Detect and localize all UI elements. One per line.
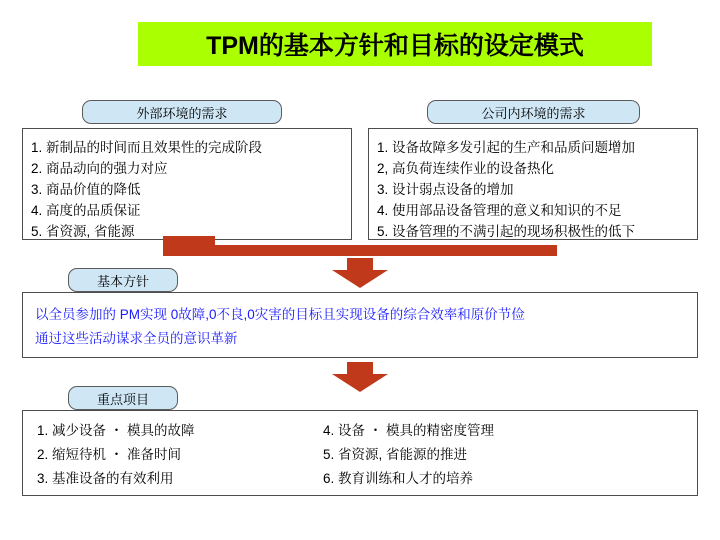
list-item: 5. 设备管理的不满引起的现场积极性的低下 — [377, 224, 636, 239]
external-needs-label-text: 外部环境的需求 — [136, 105, 228, 121]
list-item: 3. 基准设备的有效利用 — [37, 471, 174, 486]
basic-policy-label-text: 基本方针 — [96, 273, 149, 289]
list-item: 2, 高负荷连续作业的设备热化 — [377, 161, 555, 176]
list-item: 3. 设计弱点设备的增加 — [377, 182, 514, 197]
list-item: 2. 商品动向的强力对应 — [31, 161, 168, 176]
list-item: 2. 缩短待机 ・ 准备时间 — [37, 447, 182, 462]
list-item: 4. 设备 ・ 模具的精密度管理 — [323, 423, 495, 438]
key-items-label — [68, 386, 178, 410]
policy-line: 通过这些活动谋求全员的意识革新 — [35, 331, 238, 346]
arrow-shaft — [347, 362, 373, 374]
list-item: 4. 使用部品设备管理的意义和知识的不足 — [377, 203, 622, 218]
page-title: TPM的基本方针和目标的设定模式 — [206, 32, 584, 60]
policy-line: 以全员参加的 PM实现 0故障,0不良,0灾害的目标且实现设备的综合效率和原价节俭 — [35, 307, 525, 322]
internal-needs-label-text: 公司内环境的需求 — [481, 105, 586, 121]
arrow-shaft — [347, 258, 373, 270]
internal-needs-label — [427, 100, 640, 124]
arrow-head — [332, 270, 388, 288]
basic-policy-box — [22, 292, 698, 358]
external-needs-list — [31, 137, 351, 242]
list-item: 5. 省资源, 省能源的推进 — [323, 447, 468, 462]
list-item: 4. 高度的品质保证 — [31, 203, 141, 218]
down-arrow-icon — [332, 258, 388, 288]
internal-needs-list — [377, 137, 697, 242]
slide-title-band — [138, 22, 652, 66]
connector-bar — [163, 245, 557, 256]
arrow-head — [332, 374, 388, 392]
key-items-grid — [23, 419, 697, 491]
list-item: 1. 设备故障多发引起的生产和品质问题增加 — [377, 140, 636, 155]
list-item: 1. 新制品的时间而且效果性的完成阶段 — [31, 140, 263, 155]
list-item: 5. 省资源, 省能源 — [31, 224, 135, 239]
down-arrow-icon — [332, 362, 388, 392]
internal-needs-box — [368, 128, 698, 240]
list-item: 3. 商品价值的降低 — [31, 182, 141, 197]
list-item: 1. 减少设备 ・ 模具的故障 — [37, 423, 195, 438]
list-item: 6. 教育训练和人才的培养 — [323, 471, 474, 486]
basic-policy-label — [68, 268, 178, 292]
key-items-label-text: 重点项目 — [96, 391, 149, 407]
external-needs-box — [22, 128, 352, 240]
external-needs-label — [82, 100, 282, 124]
key-items-box — [22, 410, 698, 496]
